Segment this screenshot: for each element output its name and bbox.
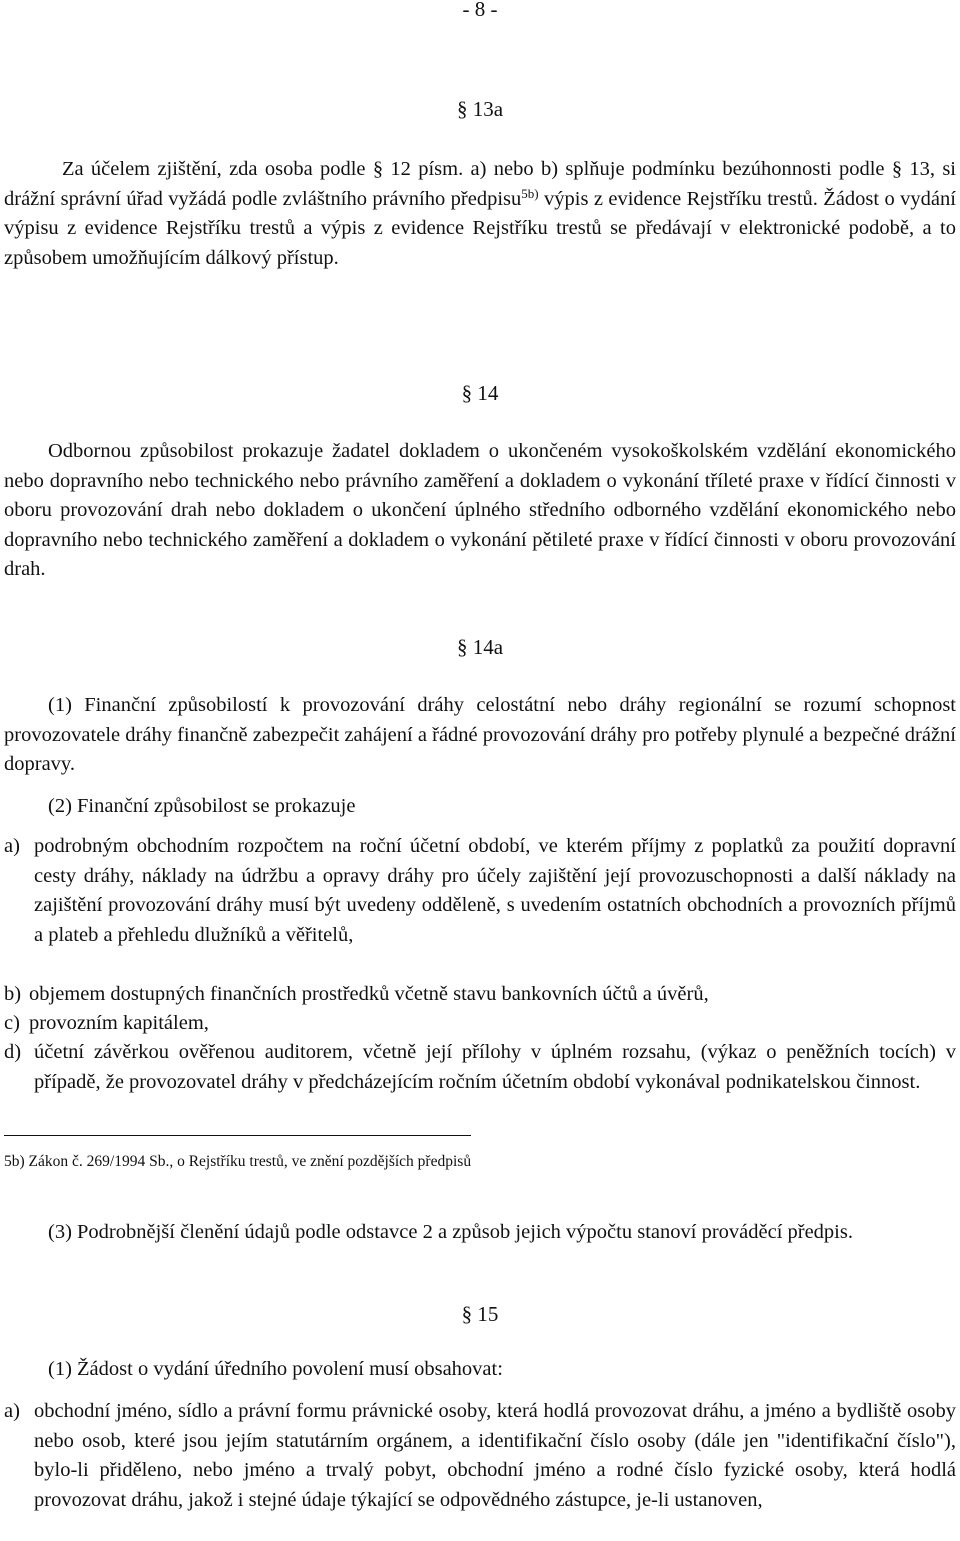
paragraph-14a-2: (2) Finanční způsobilost se prokazuje bbox=[48, 795, 356, 817]
list-item-14a-b bbox=[4, 980, 956, 1010]
paragraph-14a-1: (1) Finanční způsobilostí k provozování dráhy celostátní nebo dráhy regionální se rozumí schopnost provozovatele dráhy finančně zabezpečit zahájení a řádné provozování dráhy pro potřeby plynulé a bezpečné drážní dopravy. bbox=[4, 694, 956, 775]
section-heading-14a: § 14a bbox=[456, 635, 504, 659]
paragraph-14a-3: (3) Podrobnější členění údajů podle odstavce 2 a způsob jejich výpočtu stanoví prováděcí předpis. bbox=[48, 1221, 853, 1243]
list-item-label: d) bbox=[4, 1041, 22, 1063]
section-heading-14: § 14 bbox=[461, 381, 499, 405]
page-number: - 8 - bbox=[462, 0, 498, 21]
list-item-label: a) bbox=[4, 835, 20, 857]
paragraph-15-1: (1) Žádost o vydání úředního povolení musí obsahovat: bbox=[48, 1358, 503, 1380]
list-item-label: b) bbox=[4, 983, 22, 1005]
list-item-label: c) bbox=[4, 1012, 20, 1034]
list-item-14a-d bbox=[4, 1038, 956, 1097]
list-item-text: obchodní jméno, sídlo a právní formu právnické osoby, která hodlá provozovat dráhu, a jméno a bydliště osoby nebo osob, které jsou jejím statutárním orgánem, a identifikační číslo osoby (dále jen "identifikační číslo"), bylo-li přiděleno, nebo jméno a trvalý pobyt, obchodní jméno a rodné číslo fyzické osoby, která hodlá provozovat dráhu, jakož i stejné údaje týkající se odpovědného zástupce, je-li ustanoven, bbox=[34, 1400, 956, 1511]
list-item-14a-a bbox=[4, 832, 956, 950]
section-heading-13a: § 13a bbox=[456, 97, 504, 121]
paragraph-13a-text-post: výpis z evidence Rejstříku trestů. Žádost o vydání výpisu z evidence Rejstříku trestů a výpis z evidence Rejstříku trestů se předávají v elektronické podobě, a to způsobem umožňujícím dálkový přístup. bbox=[4, 187, 956, 269]
paragraph-13a-text-pre: Za účelem zjištění, zda osoba podle § 12 písm. a) nebo b) splňuje podmínku bezúhonnosti podle § 13, si drážní správní úřad vyžádá podle zvláštního právního předpisu bbox=[4, 158, 956, 210]
list-item-label: a) bbox=[4, 1400, 20, 1422]
footnote-5b: 5b) Zákon č. 269/1994 Sb., o Rejstříku trestů, ve znění pozdějších předpisů bbox=[4, 1153, 472, 1170]
paragraph-14: Odbornou způsobilost prokazuje žadatel dokladem o ukončeném vysokoškolském vzdělání ekonomického nebo dopravního nebo technického nebo právního zaměření a dokladem o vykonání tříleté praxe v řídící činnosti v oboru provozování drah nebo dokladem o ukončení úplného středního odborného vzdělání ekonomického nebo dopravního nebo technického zaměření a dokladem o vykonání pětileté praxe v řídící činnosti v oboru provozování drah. bbox=[4, 440, 956, 580]
section-heading-15: § 15 bbox=[461, 1302, 499, 1326]
footnote-ref-5b: 5b) bbox=[521, 185, 539, 201]
list-item-14a-c bbox=[4, 1009, 956, 1039]
paragraph-13a bbox=[4, 155, 956, 273]
footnote-separator bbox=[4, 1135, 471, 1136]
list-item-text: účetní závěrkou ověřenou auditorem, včetně její přílohy v úplném rozsahu, (výkaz o peněžních tocích) v případě, že provozovatel dráhy v předcházejícím ročním účetním období vykonával podnikatelskou činnost. bbox=[34, 1041, 956, 1093]
list-item-text: objemem dostupných finančních prostředků včetně stavu bankovních účtů a úvěrů, bbox=[29, 983, 709, 1005]
list-item-text: podrobným obchodním rozpočtem na roční účetní období, ve kterém příjmy z poplatků za použití dopravní cesty dráhy, náklady na údržbu a opravy dráhy pro účely zajištění její provozuschopnosti a další náklady na zajištění provozování dráhy musí být uvedeny odděleně, s uvedením ostatních obchodních a provozních příjmů a plateb a přehledu dlužníků a věřitelů, bbox=[34, 835, 956, 946]
list-item-15-a bbox=[4, 1397, 956, 1515]
list-item-text: provozním kapitálem, bbox=[29, 1012, 209, 1034]
